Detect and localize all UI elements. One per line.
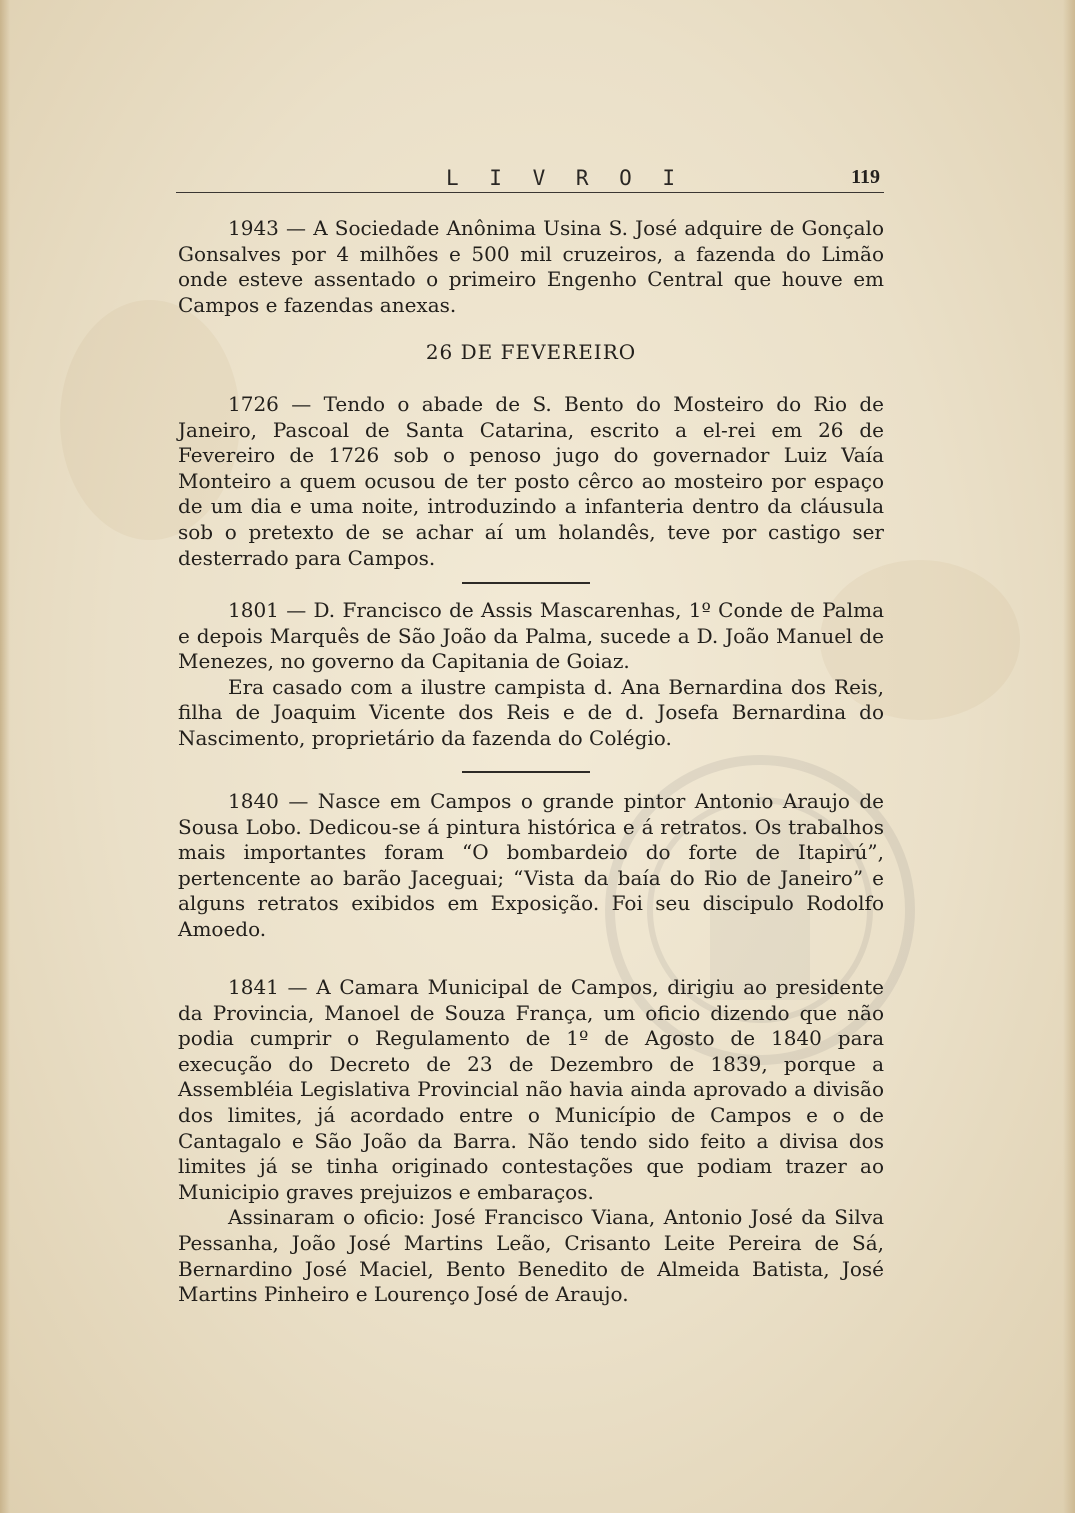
entry-1943 [178,216,884,318]
paragraph: Assinaram o oficio: José Francisco Viana, Antonio José da Silva Pessanha, João José Martins Leão, Crisanto Leite Pereira de Sá, Bernardino José Maciel, Bento Benedito de Almeida Batista, José Martins Pinheiro e Lourenço José de Araujo. [178,1205,884,1307]
paragraph: 1841 — A Camara Municipal de Campos, dirigiu ao presidente da Provincia, Manoel de Souza França, um oficio dizendo que não podia cumprir o Regulamento de 1º de Agosto de 1840 para execução do Decreto de 23 de Dezembro de 1839, porque a Assembléia Legislativa Provincial não havia ainda aprovado a divisão dos limites, já acordado entre o Município de Campos e o de Cantagalo e São João da Barra. Não tendo sido feito a divisa dos limites já se tinha originado contestações que podiam trazer ao Municipio graves prejuizos e embaraços. [178,975,884,1204]
entry-1726 [178,392,884,571]
entry-1801 [178,598,884,752]
paragraph: 1840 — Nasce em Campos o grande pintor Antonio Araujo de Sousa Lobo. Dedicou-se á pintura histórica e á retratos. Os trabalhos mais importantes foram “O bombardeio do forte de Itapirú”, pertencente ao barão Jaceguai; “Vista da baía do Rio de Janeiro” e alguns retratos exibidos em Exposição. Foi seu discipulo Rodolfo Amoedo. [178,789,884,941]
paragraph: 1801 — D. Francisco de Assis Mascarenhas, 1º Conde de Palma e depois Marquês de São João da Palma, sucede a D. João Manuel de Menezes, no governo da Capitania de Goiaz. [178,598,884,674]
separator-rule [462,771,590,773]
paragraph: 1943 — A Sociedade Anônima Usina S. José adquire de Gonçalo Gonsalves por 4 milhões e 500 mil cruzeiros, a fazenda do Limão onde esteve assentado o primeiro Engenho Central que houve em Campos e fazendas anexas. [178,216,884,317]
entry-1840 [178,789,884,943]
running-head-title: L I V R O I [446,166,685,190]
page-edge-left [0,0,10,1513]
entry-1841 [178,975,884,1308]
running-head [176,162,884,196]
paragraph: 1726 — Tendo o abade de S. Bento do Mosteiro do Rio de Janeiro, Pascoal de Santa Catarina, escrito a el-rei em 26 de Fevereiro de 1726 sob o penoso jugo do governador Luiz Vaía Monteiro a quem ocusou de ter posto cêrco ao mosteiro por espaço de um dia e uma noite, introduzindo a infanteria dentro da cláusula sob o pretexto de se achar aí um holandês, teve por castigo ser desterrado para Campos. [178,392,884,570]
separator-rule [462,582,590,584]
paragraph: Era casado com a ilustre campista d. Ana Bernardina dos Reis, filha de Joaquim Vicente dos Reis e de d. Josefa Bernardina do Nascimento, proprietário da fazenda do Colégio. [178,674,884,750]
page-edge-right [1063,0,1075,1513]
page-number: 119 [851,166,880,188]
running-head-rule [176,192,884,193]
section-heading: 26 DE FEVEREIRO [425,340,637,364]
